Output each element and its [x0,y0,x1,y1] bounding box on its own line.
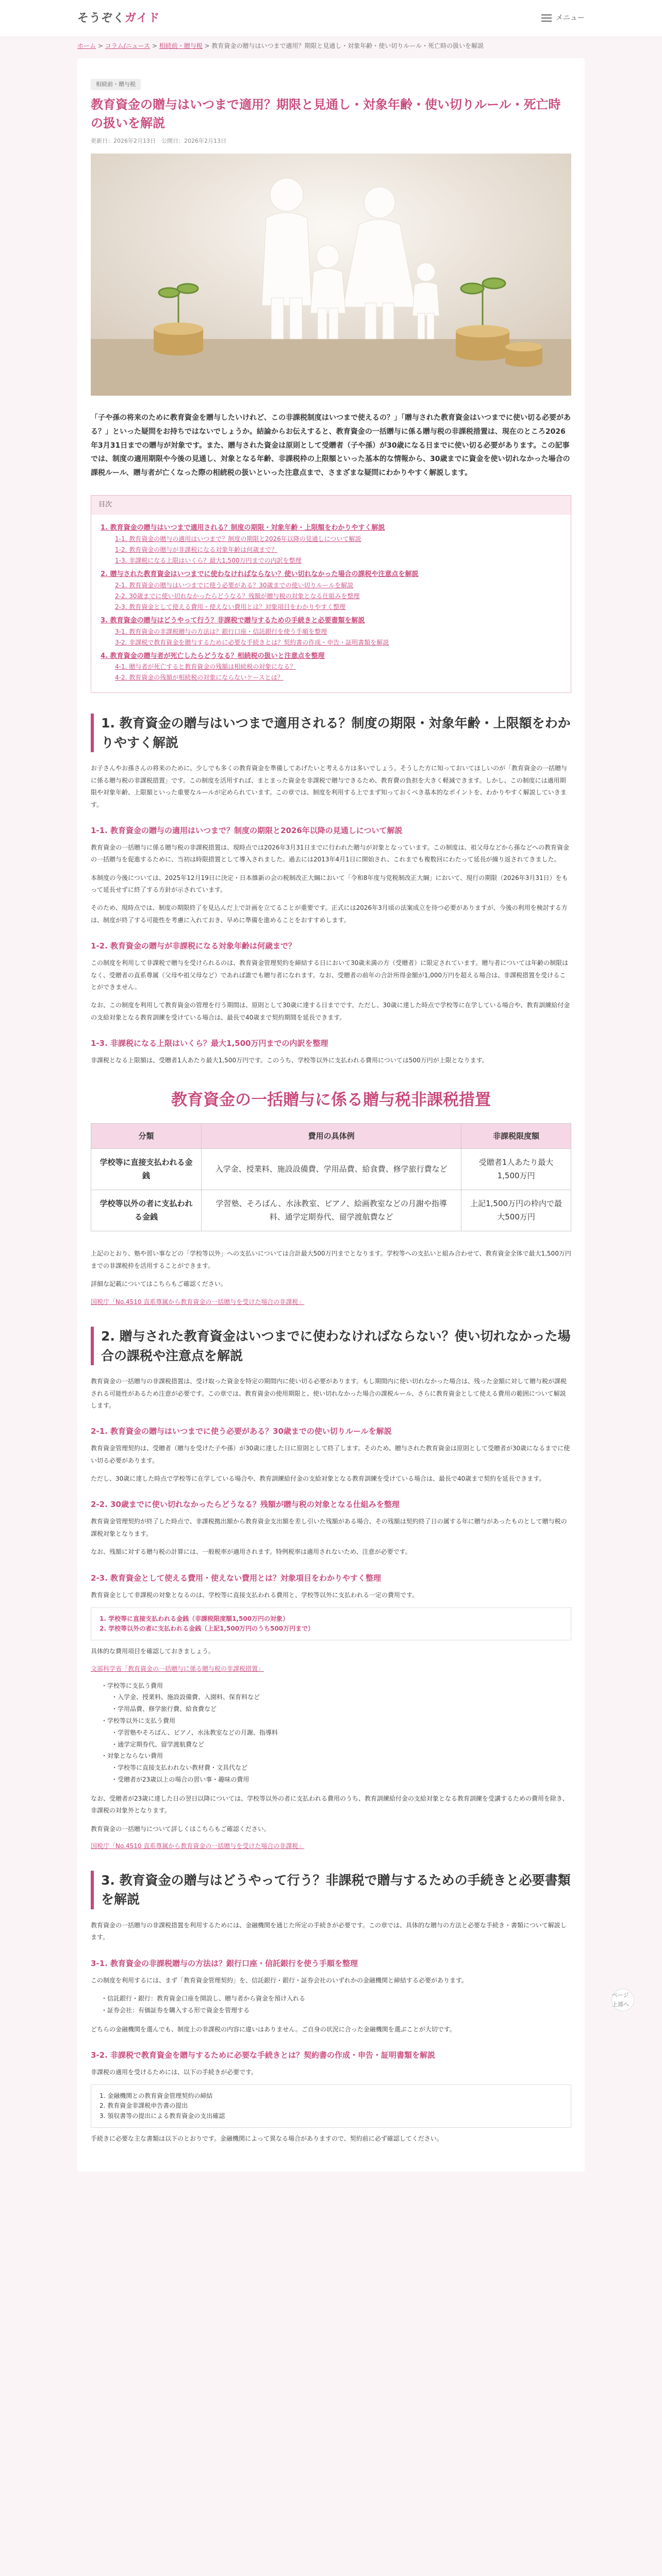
expense-list: ・ 学校等に支払う費用 ・ 入学金、授業料、施設設備費、入園料、保育料など ・ 学用品費、修学旅行費、給食費など ・ 学校等以外に支払う費用 ・ 学習塾やそろばん、ピアノ、水泳教室などの月謝、指導料 ・ 通学定期券代、留学渡航費など ・ 対象とならない費用 ・ 学校等に直接支払われない教材費・文具代など ・ 受贈者が23歳以上の場合の習い事・趣味の費用 [101,1680,571,1786]
family-silhouette-illustration [91,154,571,396]
toc-subitem[interactable]: 1-2. 教育資金の贈与が非課税になる対象年齢は何歳まで？ [115,546,278,553]
subsection-2-3-heading: 2-3. 教育資金として使える費用・使えない費用とは？対象項目をわかりやすく整理 [91,1573,382,1583]
subsection-3-1-heading: 3-1. 教育資金の非課税贈与の方法は？銀行口座・信託銀行を使う手順を整理 [91,1958,358,1968]
intro-text: 「子や孫の将来のために教育資金を贈与したいけれど、この非課税制度はいつまで使えるの？」「贈与された教育資金はいつまでに使い切る必要がある？」といった疑問をお持ちではないでしょうか。結論からお伝えすると、教育資金の一括贈与に係る贈与税の非課税措置は、現在のところ2026年3月31日までの贈与が対象です。また、贈与された資金は原則として受贈者（子や孫）が30歳になる日までに使い切る必要があります。この記事では、制度の適用期限や今後の見通し、対象となる年齢、非課税枠の上限額といった基本的な情報から、30歳までに資金を使い切れなかった場合の課税ルール、贈与者が亡くなった際の相続税の扱いといった注意点まで、さまざまな疑問にわかりやすく解説します。 [91,414,571,477]
paragraph: 非課税の適用を受けるためには、以下の手続きが必要です。 [91,2068,258,2076]
toc-subitem[interactable]: 2-3. 教育資金として使える費用・使えない費用とは？対象項目をわかりやすく整理 [115,603,346,611]
paragraph: どちらの金融機関を選んでも、制度上の非課税の内容に違いはありません。ご自身の状況に合った金融機関を選ぶことが大切です。 [91,2025,456,2033]
site-logo[interactable]: そうぞくガイド [77,11,160,25]
paragraph: なお、残額に対する贈与税の計算には、一般税率が適用されます。特例税率は適用されないため、注意が必要です。 [91,1548,411,1556]
toc-item[interactable]: 1. 教育資金の贈与はいつまで適用される？制度の期限・対象年齢・上限額をわかりやすく解説 [101,524,385,532]
paragraph: 教育資金管理契約が終了した時点で、非課税拠出額から教育資金支出額を差し引いた残額がある場合、その残額は契約終了日の属する年に贈与があったものとして贈与税の課税対象となります。 [91,1518,567,1537]
toc-subitem[interactable]: 1-3. 非課税になる上限はいくら？最大1,500万円までの内訳を整理 [115,556,302,564]
subsection-1-3-heading: 1-3. 非課税になる上限はいくら？最大1,500万円までの内訳を整理 [91,1039,328,1048]
toc-subitem[interactable]: 2-2. 30歳までに使い切れなかったらどうなる？残額が贈与税の対象となる仕組みを整理 [115,592,360,600]
section-2-lead: 教育資金の一括贈与の非課税措置は、受け取った資金を特定の期間内に使い切る必要があります。もし期間内に使い切れなかった場合は、残った金額に対して贈与税が課税される可能性があるため注意が必要です。この章では、教育資金の使用期限と、使い切れなかった場合の課税ルール、さらに教育資金として使える費用の範囲について解説します。 [91,1378,567,1409]
paragraph: なお、受贈者が23歳に達した日の翌日以降については、学校等以外の者に支払われる費用のうち、教育訓練給付金の支給対象となる教育訓練を受講するための費用を除き、非課税の対象外となります。 [91,1794,569,1815]
subsection-3-2-heading: 3-2. 非課税で教育資金を贈与するために必要な手続きとは？契約書の作成・申告・証明書類を解説 [91,2050,436,2060]
mext-link[interactable]: 文部科学省「教育資金の一括贈与に係る贈与税の非課税措置」 [91,1665,264,1672]
section-2-heading: 2. 贈与された教育資金はいつまでに使わなければならない？使い切れなかった場合の課税や注意点を解説 [91,1327,571,1365]
procedure-box: 1. 金融機関との教育資金管理契約の締結 2. 教育資金非課税申告書の提出 3. 領収書等の提出による教育資金の支出確認 [91,2084,571,2128]
breadcrumb-column[interactable]: コラム/ニュース [105,42,151,49]
paragraph: 教育資金として非課税の対象となるのは、学校等に直接支払われる費用と、学校等以外に支払われる一定の費用です。 [91,1591,419,1599]
paragraph: 本制度の今後については、2025年12月19日に決定・日本維新の会の税制改正大綱において「令和8年度与党税制改正大綱」において、現行の期限（2026年3月31日）をもって延長せずに終了する方針が示されています。 [91,874,568,894]
paragraph: 教育資金の一括贈与に係る贈与税の非課税措置は、現時点では2026年3月31日までに行われた贈与が対象となっています。この制度は、祖父母などから孫などへの教育資金の一括贈与を促進するために、当初は時限措置として導入されました。過去には2013年4月1日に開始され、これまでも複数回にわたって延長が繰り返されてきました。 [91,843,570,863]
paragraph: 非課税となる上限額は、受贈者1人あたり最大1,500万円です。このうち、学校等以外に支払われる費用については500万円が上限となります。 [91,1057,488,1064]
breadcrumb: ホーム > コラム/ニュース > 相続前・贈与税 > 教育資金の贈与はいつまで適用？期限と見通し・対象年齢・使い切りルール・死亡時の扱いを解説 [77,42,484,49]
toc-subitem[interactable]: 4-2. 教育資金の残額が相続税の対象にならないケースとは？ [115,674,284,682]
exemption-table [91,1123,571,1231]
institution-list: ・ 信託銀行・銀行：教育資金口座を開設し、贈与者から資金を預け入れる ・ 証券会社：有価証券を購入する形で資金を管理する [101,1993,571,2016]
info-box: 1. 学校等に直接支払われる金銭（非課税限度額1,500万円の対象） 2. 学校等以外の者に支払われる金銭（上記1,500万円のうち500万円まで） [91,1607,571,1640]
paragraph: 教育資金管理契約は、受贈者（贈与を受けた子や孫）が30歳に達した日に原則として終了します。そのため、贈与された教育資金は原則として受贈者が30歳になるまでに使い切る必要があります。 [91,1445,570,1464]
subsection-2-2-heading: 2-2. 30歳までに使い切れなかったらどうなる？残額が贈与税の対象となる仕組みを整理 [91,1500,400,1510]
hero-image [91,154,571,396]
table-of-contents [91,495,571,693]
section-3-lead: 教育資金の一括贈与の非課税措置を利用するためには、金融機関を通じた所定の手続きが必要です。この章では、具体的な贈与の方法と必要な手続き・書類について解説します。 [91,1921,567,1941]
toc-item[interactable]: 4. 教育資金の贈与者が死亡したらどうなる？相続税の扱いと注意点を整理 [101,652,325,660]
toc-subitem[interactable]: 4-1. 贈与者が死亡すると教育資金の残額は相続税の対象になる？ [115,663,296,671]
paragraph: 教育資金の一括贈与について詳しくはこちらもご確認ください。 [91,1825,270,1833]
section-3-heading: 3. 教育資金の贈与はどうやって行う？非課税で贈与するための手続きと必要書類を解説 [91,1871,571,1909]
breadcrumb-current: 教育資金の贈与はいつまで適用？期限と見通し・対象年齢・使い切りルール・死亡時の扱いを解説 [211,42,484,49]
toc-subitem[interactable]: 1-1. 教育資金の贈与の適用はいつまで？制度の期限と2026年以降の見通しについて解説 [115,535,361,543]
article-title: 教育資金の贈与はいつまで適用？期限と見通し・対象年齢・使い切りルール・死亡時の扱いを解説 [91,97,561,130]
table-title: 教育資金の一括贈与に係る贈与税非課税措置 [171,1090,491,1109]
article-card [77,58,585,2172]
hamburger-icon [541,14,552,22]
subsection-1-1-heading: 1-1. 教育資金の贈与の適用はいつまで？制度の期限と2026年以降の見通しについて解説 [91,825,403,835]
breadcrumb-category[interactable]: 相続前・贈与税 [159,42,203,49]
menu-button[interactable]: メニュー [541,12,585,24]
table-header: 非課税限度額 [461,1124,571,1149]
table-row: 学校等以外の者に支払われる金銭 学習塾、そろばん、水泳教室、ピアノ、絵画教室などの月謝や指導料、通学定期券代、留学渡航費など 上記1,500万円の枠内で最大500万円 [91,1190,571,1231]
back-to-top-button[interactable]: ページ上部へ [611,1989,634,2011]
section-1-heading: 1. 教育資金の贈与はいつまで適用される？制度の期限・対象年齢・上限額をわかりやすく解説 [91,714,571,752]
table-header: 費用の具体例 [202,1124,461,1149]
category-badge[interactable]: 相続前・贈与税 [91,79,141,90]
breadcrumb-home[interactable]: ホーム [77,42,96,49]
paragraph: そのため、現時点では、制度の期限終了を見込んだ上で計画を立てることが重要です。正式には2026年3月頃の法案成立を待つ必要がありますが、今後の利用を検討する方は、制度が終了する可能性を考慮に入れておき、早めに準備を進めることをおすすめします。 [91,904,568,924]
toc-title[interactable]: 目次 [91,496,571,515]
article-dates: 更新日：2026年2月13日 公開日：2026年2月13日 [91,137,226,144]
site-header [0,0,662,37]
table-row: 学校等に直接支払われる金銭 入学金、授業料、施設設備費、学用品費、給食費、修学旅行費など 受贈者1人あたり最大1,500万円 [91,1149,571,1190]
nta-link-2[interactable]: 国税庁「No.4510 直系尊属から教育資金の一括贈与を受けた場合の非課税」 [91,1842,305,1850]
toc-subitem[interactable]: 3-1. 教育資金の非課税贈与の方法は？銀行口座・信託銀行を使う手順を整理 [115,628,327,635]
subsection-1-2-heading: 1-2. 教育資金の贈与が非課税になる対象年齢は何歳まで？ [91,941,296,951]
paragraph: 具体的な費用項目を確認しておきましょう。 [91,1648,215,1655]
table-note: 上記のとおり、塾や習い事などの「学校等以外」への支払いについては合計最大500万円までとなります。学校等への支払いと組み合わせて、教育資金全体で最大1,500万円までの非課税枠を活用することができます。 詳細な記載についてはこちらもご確認ください。 国税庁「No.4510 直系尊属から教育資金の一括贈与を受けた場合の非課税」 [91,1250,571,1306]
toc-item[interactable]: 3. 教育資金の贈与はどうやって行う？非課税で贈与するための手続きと必要書類を解説 [101,616,365,624]
subsection-2-1-heading: 2-1. 教育資金の贈与はいつまでに使う必要がある？30歳までの使い切りルールを解説 [91,1427,392,1436]
table-header: 分類 [91,1124,202,1149]
toc-subitem[interactable]: 3-2. 非課税で教育資金を贈与するために必要な手続きとは？契約書の作成・申告・証明書類を解説 [115,638,389,646]
toc-subitem[interactable]: 2-1. 教育資金の贈与はいつまでに使う必要がある？30歳までの使い切りルールを解説 [115,581,354,589]
nta-link[interactable]: 国税庁「No.4510 直系尊属から教育資金の一括贈与を受けた場合の非課税」 [91,1298,305,1306]
section-1-lead: お子さんやお孫さんの将来のために、少しでも多くの教育資金を準備してあげたいと考える方は多いでしょう。そうした方に知っておいてほしいのが「教育資金の一括贈与に係る贈与税の非課税措置」です。この制度を活用すれば、まとまった資金を非課税で贈与できるため、教育費の負担を大きく軽減できます。しかし、この制度には適用期限や対象年齢、上限額といった重要なルールが定められています。この章では、制度を利用する上でまず知っておくべき基本的なポイントを、わかりやすく解説していきます。 [91,765,568,808]
paragraph: この制度を利用するには、まず「教育資金管理契約」を、信託銀行・銀行・証券会社のいずれかの金融機関と締結する必要があります。 [91,1976,468,1984]
paragraph: ただし、30歳に達した時点で学校等に在学している場合や、教育訓練給付金の支給対象となる教育訓練を受けている場合は、最長で40歳まで契約を延長できます。 [91,1475,545,1483]
paragraph: 手続きに必要な主な書類は以下のとおりです。金融機関によって異なる場合がありますので、契約前に必ず確認してください。 [91,2134,443,2142]
paragraph: この制度を利用して非課税で贈与を受けられるのは、教育資金管理契約を締結する日において30歳未満の方（受贈者）に限定されています。贈与者については年齢の制限はなく、受贈者の直系尊属（父母や祖父母など）であれば誰でも贈与者になれます。なお、受贈者の前年の合計所得金額が1,000万円を超える場合は、非課税措置を受けることができません。 [91,959,569,991]
toc-item[interactable]: 2. 贈与された教育資金はいつまでに使わなければならない？使い切れなかった場合の課税や注意点を解説 [101,570,419,578]
paragraph: なお、この制度を利用して教育資金の管理を行う期間は、原則として30歳に達する日までです。ただし、30歳に達した時点で学校等に在学している場合や、教育訓練給付金の支給対象となる教育訓練を受けている場合は、最長で40歳まで契約期間を延長できます。 [91,1002,570,1021]
